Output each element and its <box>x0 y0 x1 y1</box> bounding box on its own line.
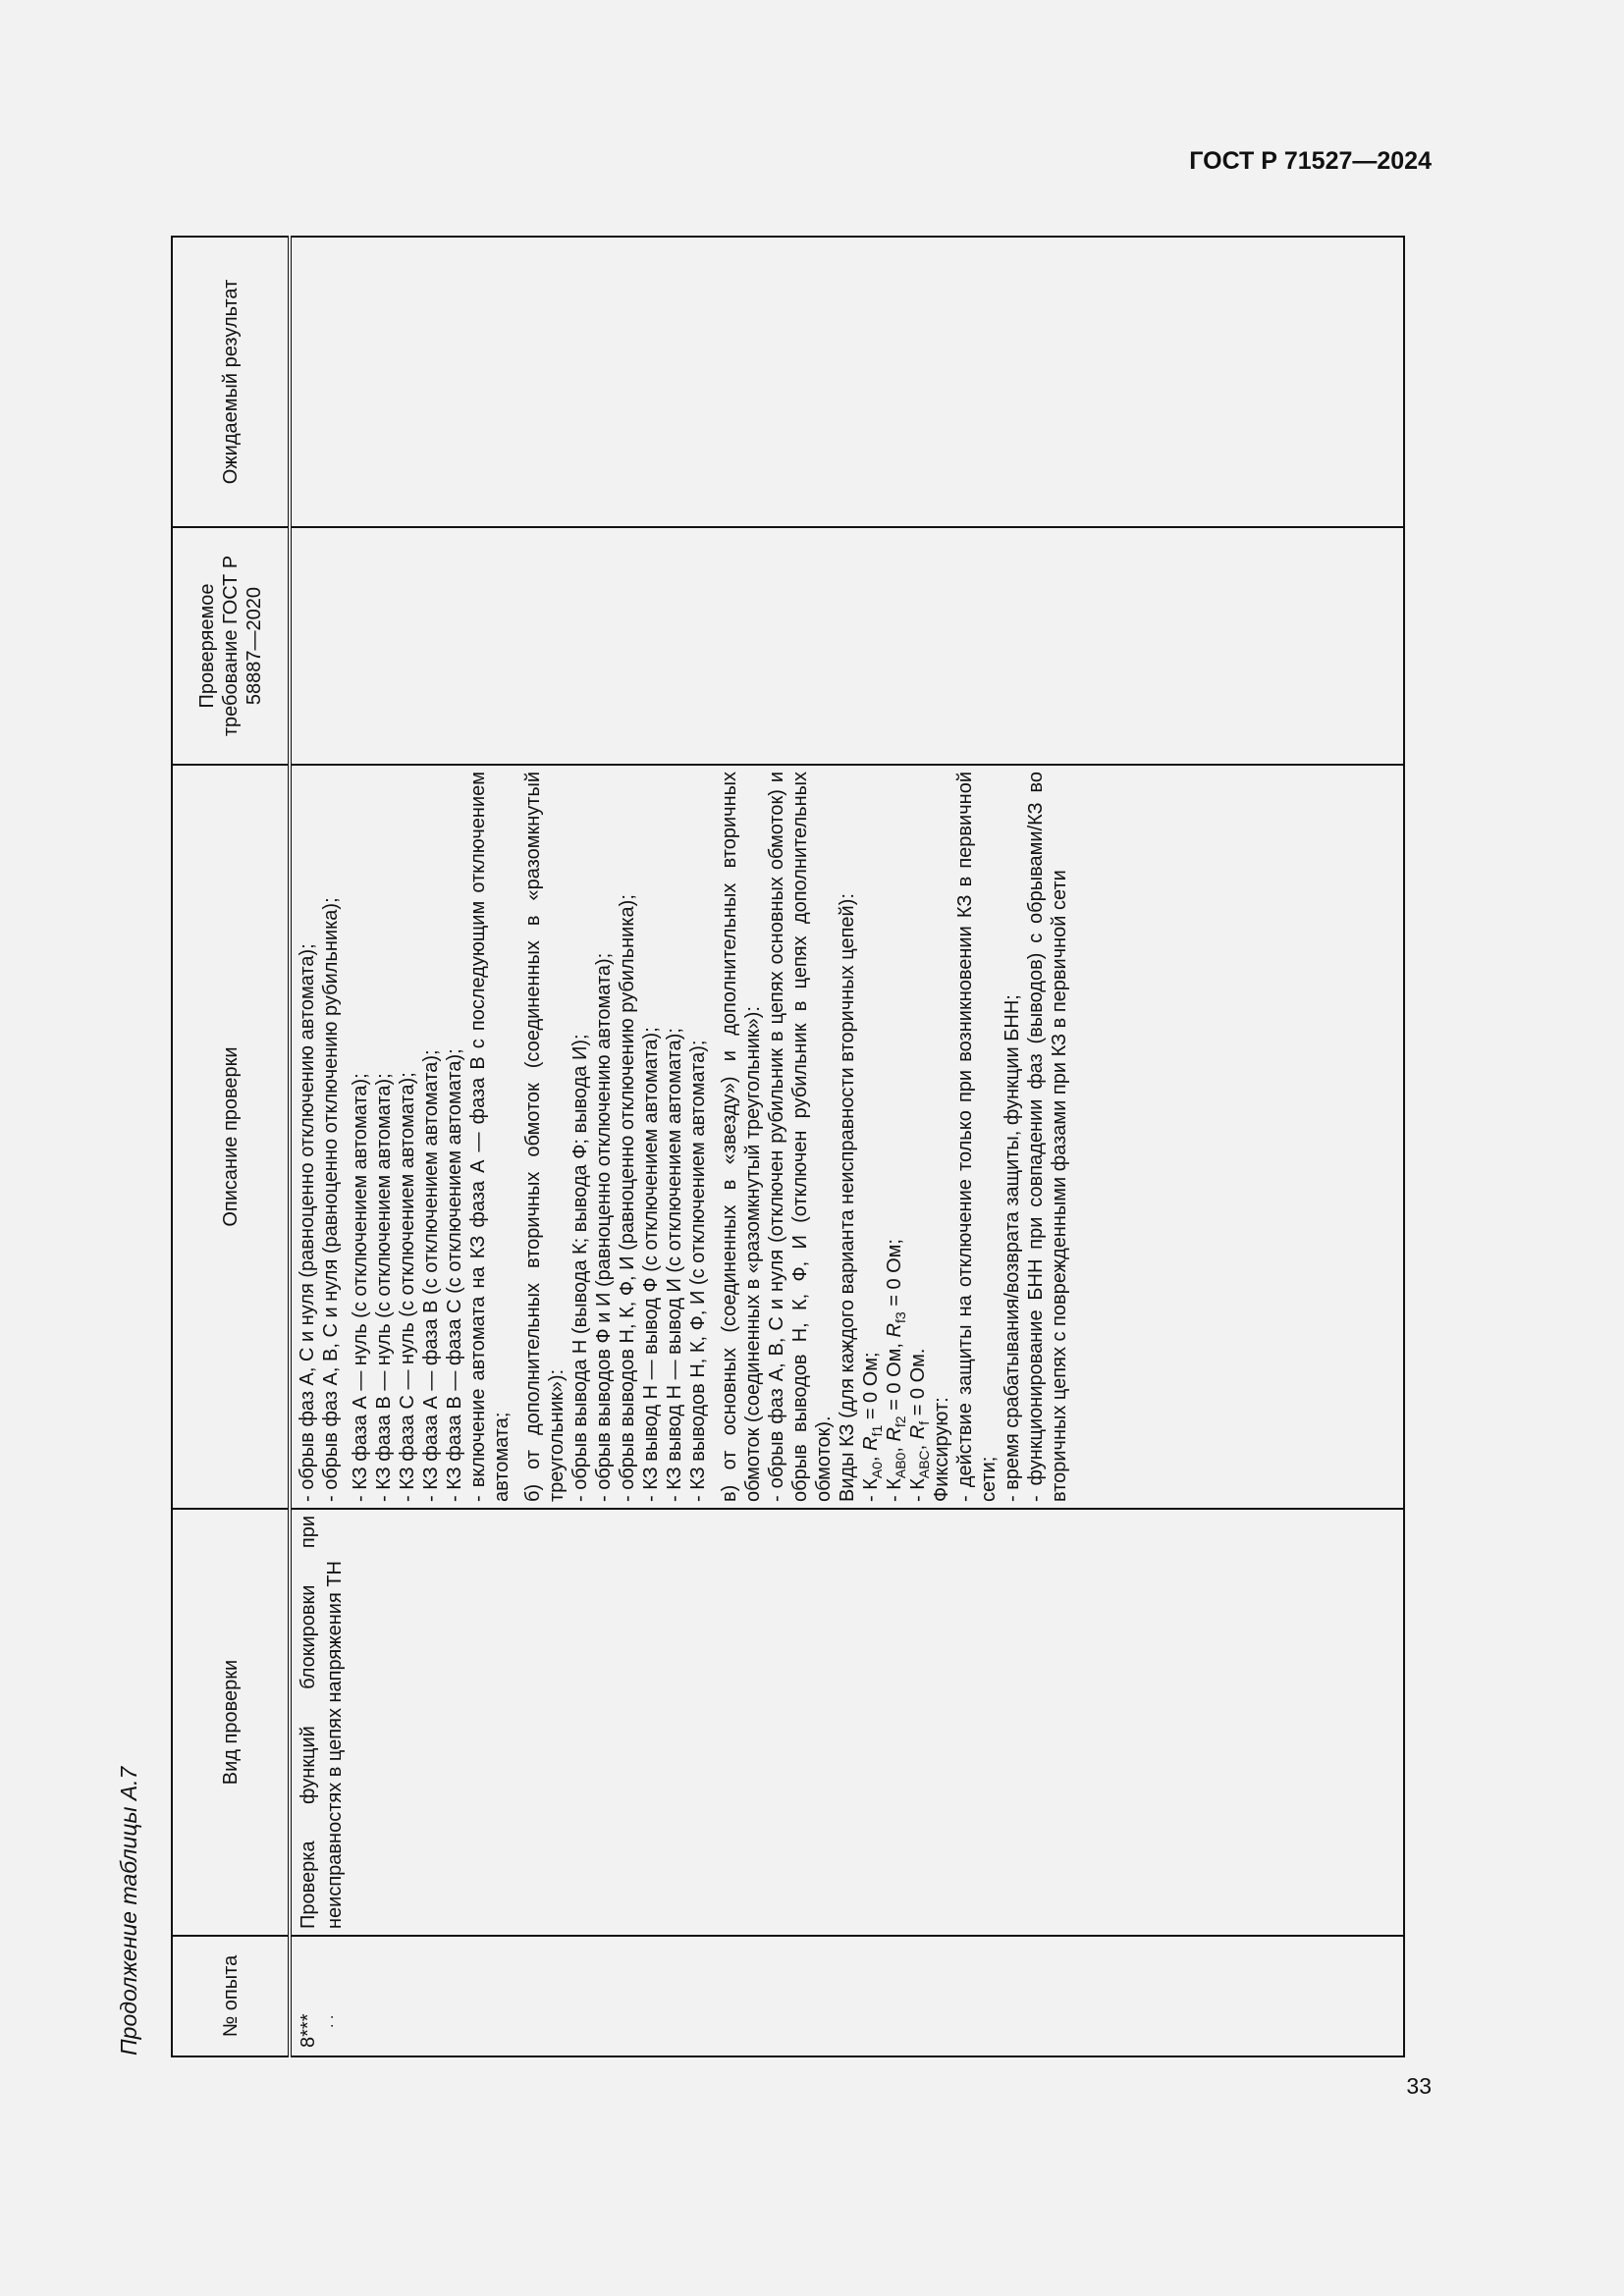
cell-desc <box>290 765 1404 1509</box>
cell-kind: Проверка функций блокировки при неисправностях в цепях напряжения ТН <box>290 1509 1404 1936</box>
desc-section-b: б) от дополнительных вторичных обмоток (соединенных в «разомкнутый треугольник»): <box>522 772 568 1502</box>
col-header-kind: Вид проверки <box>172 1509 290 1936</box>
col-header-requirement: Проверяемое требование ГОСТ Р 58887—2020 <box>172 527 290 765</box>
desc-line: Виды КЗ (для каждого варианта неисправности вторичных цепей): <box>837 893 858 1502</box>
col-header-result: Ожидаемый результат <box>172 237 290 527</box>
table-row <box>290 237 1404 2056</box>
desc-line: - обрыв фаз А, В, С и нуля (равноценно отключению рубильника); <box>320 897 342 1502</box>
desc-line: - КЗ фаза В — фаза С (с отключением автомата); <box>444 1048 465 1502</box>
cell-num <box>290 1936 1404 2056</box>
cell-requirement <box>290 527 1404 765</box>
test-table <box>171 236 1405 2057</box>
cell-result <box>290 237 1404 527</box>
desc-line: - обрыв вывода Н (вывода К; вывода Ф; вывода И); <box>569 1034 591 1502</box>
desc-line: - КЗ выводов Н, К, Ф, И (с отключением автомата); <box>687 1040 709 1502</box>
desc-line: - обрыв фаз А, В, С и нуля (отключен рубильник в цепях основных обмоток) и обрыв выводов Н, К, Ф, И (отключен рубильник в цепях дополнительных обмоток). <box>766 772 835 1502</box>
test-number-dots: . . <box>320 2014 337 2028</box>
col-header-num: № опыта <box>172 1936 290 2056</box>
desc-line: - время срабатывания/возврата защиты, функции БНН; <box>1001 994 1023 1502</box>
desc-line: - КЗ вывод Н — вывод И (с отключением автомата); <box>664 1028 685 1502</box>
desc-line: - обрыв выводов Н, К, Ф, И (равноценно отключению рубильника); <box>617 894 638 1502</box>
desc-line: - действие защиты на отключение только при возникновении КЗ в первичной сети; <box>954 772 1000 1502</box>
test-number: 8*** <box>298 2013 319 2048</box>
desc-line: - КЗ фаза А — нуль (с отключением автомата); <box>350 1073 371 1502</box>
desc-line: - обрыв выводов Ф и И (равноценно отключению автомата); <box>593 952 615 1502</box>
desc-fix-label: Фиксируют: <box>931 1397 952 1502</box>
kz-line-abc: - $К_{ABC}$, $R_f = 0$ Ом. <box>907 1348 932 1502</box>
rotated-table-wrapper <box>171 238 1405 2057</box>
desc-line: - КЗ фаза С — нуль (с отключением автомата); <box>397 1072 418 1502</box>
table-header-row <box>172 237 290 2056</box>
table-caption: Продолжение таблицы А.7 <box>116 1766 141 2056</box>
desc-line: - обрыв фаз А, С и нуля (равноценно отключению автомата); <box>297 943 318 1502</box>
desc-line: - КЗ вывод Н — вывод Ф (с отключением автомата); <box>640 1027 662 1502</box>
document-header: ГОСТ Р 71527—2024 <box>1189 147 1432 175</box>
desc-line: - функционирование БНН при совпадении фаз (выводов) с обрывами/КЗ во вторичных цепях с поврежденными фазами при КЗ в первичной сети <box>1025 772 1070 1502</box>
kz-line-a0: - $К_{A0}$, $R_{f1} = 0$ Ом; <box>860 1352 885 1502</box>
page-number: 33 <box>1406 2073 1432 2099</box>
desc-line: - КЗ фаза А — фаза В (с отключением автомата); <box>420 1049 442 1502</box>
desc-section-c: в) от основных (соединенных в «звезду») и дополнительных вторичных обмоток (соединенных в «разомкнутый треугольник»): <box>719 772 764 1502</box>
desc-line: - КЗ фаза В — нуль (с отключением автомата); <box>373 1073 395 1502</box>
col-header-desc: Описание проверки <box>172 765 290 1509</box>
kz-line-ab0: - $К_{AB0}$, $R_{f2} = 0$ Ом, $R_{f3} = 0$ Ом; <box>884 1239 908 1502</box>
desc-line: - включение автомата на КЗ фаза А — фаза В с последующим отключением автомата; <box>467 772 513 1502</box>
